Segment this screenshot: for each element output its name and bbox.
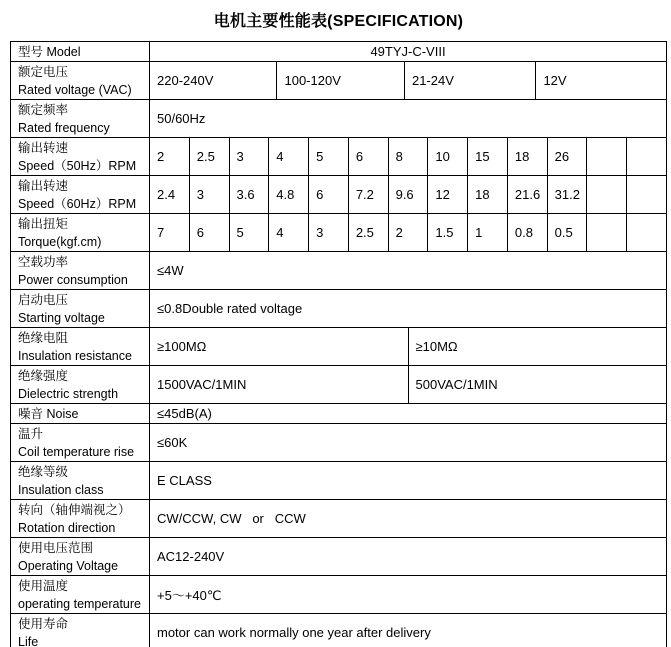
row-label-line: Rated frequency — [18, 120, 110, 135]
row-values-insulation-resistance — [149, 328, 666, 365]
row-label-torque — [11, 214, 149, 251]
row-label-line: 绝缘强度 — [18, 368, 69, 383]
cell-torque-2: 5 — [229, 214, 269, 251]
row-label-line: Operating Voltage — [18, 558, 119, 573]
cell-speed-50hz-3: 4 — [268, 138, 308, 175]
table-row-model — [11, 42, 666, 62]
table-row-operating-voltage — [11, 538, 666, 576]
table-row-insulation-resistance — [11, 328, 666, 366]
cell-speed-50hz-12 — [626, 138, 666, 175]
cell-operating-temperature-0: +5～+40℃ — [149, 576, 666, 613]
row-label-line: 使用寿命 — [18, 616, 69, 631]
row-label-line: 转向（轴伸端视之） — [18, 502, 131, 517]
table-row-speed-50hz — [11, 138, 666, 176]
table-row-rated-frequency — [11, 100, 666, 138]
cell-coil-temperature-rise-0: ≤60K — [149, 424, 666, 461]
cell-speed-50hz-4: 5 — [308, 138, 348, 175]
table-row-noise — [11, 404, 666, 424]
cell-noise-0: ≤45dB(A) — [149, 404, 666, 423]
cell-dielectric-strength-1: 500VAC/1MIN — [408, 366, 667, 403]
row-label-line: 输出扭矩 — [18, 216, 69, 231]
table-row-dielectric-strength — [11, 366, 666, 404]
row-values-operating-temperature — [149, 576, 666, 613]
row-values-rated-voltage — [149, 62, 666, 99]
cell-rotation-direction-0: CW/CCW, CW or CCW — [149, 500, 666, 537]
row-label-coil-temperature-rise — [11, 424, 149, 461]
cell-torque-1: 6 — [189, 214, 229, 251]
cell-rated-voltage-2: 21-24V — [404, 62, 535, 99]
cell-speed-60hz-8: 18 — [467, 176, 507, 213]
cell-speed-50hz-2: 3 — [229, 138, 269, 175]
cell-speed-50hz-7: 10 — [427, 138, 467, 175]
cell-speed-50hz-1: 2.5 — [189, 138, 229, 175]
cell-insulation-resistance-1: ≥10MΩ — [408, 328, 667, 365]
row-label-line: Rotation direction — [18, 520, 116, 535]
table-row-rated-voltage — [11, 62, 666, 100]
table-row-insulation-class — [11, 462, 666, 500]
row-label-starting-voltage — [11, 290, 149, 327]
row-label-speed-50hz — [11, 138, 149, 175]
cell-speed-50hz-6: 8 — [388, 138, 428, 175]
cell-insulation-resistance-0: ≥100MΩ — [149, 328, 408, 365]
row-label-rated-frequency — [11, 100, 149, 137]
cell-speed-60hz-7: 12 — [427, 176, 467, 213]
cell-torque-3: 4 — [268, 214, 308, 251]
cell-speed-60hz-10: 31.2 — [547, 176, 587, 213]
cell-dielectric-strength-0: 1500VAC/1MIN — [149, 366, 408, 403]
row-label-operating-voltage — [11, 538, 149, 575]
row-values-model — [149, 42, 666, 61]
cell-life-0: motor can work normally one year after delivery — [149, 614, 666, 647]
cell-speed-60hz-9: 21.6 — [507, 176, 547, 213]
cell-speed-60hz-0: 2.4 — [149, 176, 189, 213]
row-label-line: Coil temperature rise — [18, 444, 135, 459]
cell-speed-60hz-12 — [626, 176, 666, 213]
row-label-line: Life — [18, 634, 39, 647]
spec-table — [10, 41, 667, 647]
table-row-operating-temperature — [11, 576, 666, 614]
row-values-noise — [149, 404, 666, 423]
row-label-line: Speed（50Hz）RPM — [18, 158, 137, 173]
row-label-line: 型号 Model — [18, 44, 81, 59]
row-values-rotation-direction — [149, 500, 666, 537]
row-values-starting-voltage — [149, 290, 666, 327]
row-label-line: Speed（60Hz）RPM — [18, 196, 137, 211]
row-values-dielectric-strength — [149, 366, 666, 403]
cell-speed-50hz-8: 15 — [467, 138, 507, 175]
row-values-life — [149, 614, 666, 647]
cell-torque-12 — [626, 214, 666, 251]
cell-speed-50hz-0: 2 — [149, 138, 189, 175]
cell-rated-voltage-3: 12V — [535, 62, 666, 99]
cell-speed-50hz-10: 26 — [547, 138, 587, 175]
cell-speed-60hz-4: 6 — [308, 176, 348, 213]
cell-torque-8: 1 — [467, 214, 507, 251]
row-label-line: 额定频率 — [18, 102, 69, 117]
row-label-rated-voltage — [11, 62, 149, 99]
row-label-line: 输出转速 — [18, 178, 69, 193]
cell-model-0: 49TYJ-C-VIII — [149, 42, 666, 61]
row-label-line: 噪音 Noise — [18, 406, 79, 421]
row-label-dielectric-strength — [11, 366, 149, 403]
cell-speed-60hz-11 — [586, 176, 626, 213]
cell-speed-60hz-6: 9.6 — [388, 176, 428, 213]
row-label-line: 额定电压 — [18, 64, 69, 79]
table-row-power-consumption — [11, 252, 666, 290]
cell-torque-10: 0.5 — [547, 214, 587, 251]
row-values-speed-50hz — [149, 138, 666, 175]
row-label-line: 使用温度 — [18, 578, 69, 593]
row-label-rotation-direction — [11, 500, 149, 537]
row-label-line: 启动电压 — [18, 292, 69, 307]
row-label-line: Insulation resistance — [18, 348, 132, 363]
row-label-line: Rated voltage (VAC) — [18, 82, 132, 97]
row-label-model — [11, 42, 149, 61]
cell-torque-5: 2.5 — [348, 214, 388, 251]
table-row-life — [11, 614, 666, 647]
table-row-rotation-direction — [11, 500, 666, 538]
row-label-life — [11, 614, 149, 647]
row-label-line: Power consumption — [18, 272, 128, 287]
row-label-line: 绝缘等级 — [18, 464, 69, 479]
table-row-torque — [11, 214, 666, 252]
cell-operating-voltage-0: AC12-240V — [149, 538, 666, 575]
row-label-line: Starting voltage — [18, 310, 105, 325]
row-label-line: Insulation class — [18, 482, 104, 497]
cell-speed-50hz-11 — [586, 138, 626, 175]
cell-torque-0: 7 — [149, 214, 189, 251]
row-label-line: 温升 — [18, 426, 44, 441]
row-values-speed-60hz — [149, 176, 666, 213]
row-label-line: 输出转速 — [18, 140, 69, 155]
row-values-rated-frequency — [149, 100, 666, 137]
cell-speed-60hz-2: 3.6 — [229, 176, 269, 213]
row-values-power-consumption — [149, 252, 666, 289]
row-values-insulation-class — [149, 462, 666, 499]
cell-starting-voltage-0: ≤0.8Double rated voltage — [149, 290, 666, 327]
row-label-speed-60hz — [11, 176, 149, 213]
cell-rated-voltage-1: 100-120V — [276, 62, 403, 99]
page-title: 电机主要性能表(SPECIFICATION) — [213, 13, 464, 30]
cell-torque-6: 2 — [388, 214, 428, 251]
row-label-line: 绝缘电阻 — [18, 330, 69, 345]
cell-insulation-class-0: E CLASS — [149, 462, 666, 499]
row-label-insulation-class — [11, 462, 149, 499]
table-row-starting-voltage — [11, 290, 666, 328]
cell-power-consumption-0: ≤4W — [149, 252, 666, 289]
row-label-operating-temperature — [11, 576, 149, 613]
row-values-torque — [149, 214, 666, 251]
row-values-operating-voltage — [149, 538, 666, 575]
cell-speed-50hz-9: 18 — [507, 138, 547, 175]
row-label-line: operating temperature — [18, 596, 141, 611]
cell-rated-frequency-0: 50/60Hz — [149, 100, 666, 137]
cell-torque-9: 0.8 — [507, 214, 547, 251]
cell-speed-60hz-1: 3 — [189, 176, 229, 213]
table-row-coil-temperature-rise — [11, 424, 666, 462]
row-label-insulation-resistance — [11, 328, 149, 365]
cell-torque-7: 1.5 — [427, 214, 467, 251]
row-label-line: 空载功率 — [18, 254, 69, 269]
row-label-power-consumption — [11, 252, 149, 289]
row-values-coil-temperature-rise — [149, 424, 666, 461]
row-label-line: 使用电压范围 — [18, 540, 94, 555]
row-label-noise — [11, 404, 149, 423]
table-row-speed-60hz — [11, 176, 666, 214]
cell-speed-50hz-5: 6 — [348, 138, 388, 175]
cell-torque-11 — [586, 214, 626, 251]
cell-torque-4: 3 — [308, 214, 348, 251]
cell-speed-60hz-3: 4.8 — [268, 176, 308, 213]
row-label-line: Dielectric strength — [18, 386, 119, 401]
cell-speed-60hz-5: 7.2 — [348, 176, 388, 213]
row-label-line: Torque(kgf.cm) — [18, 234, 102, 249]
cell-rated-voltage-0: 220-240V — [149, 62, 276, 99]
